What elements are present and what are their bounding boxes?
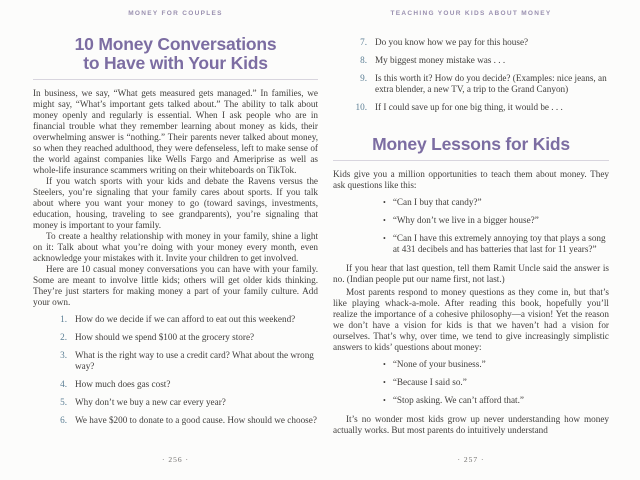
bullet-item <box>383 377 609 388</box>
numbered-list-item <box>353 55 609 66</box>
list-item-number: 7. <box>360 37 367 47</box>
paragraph: In business, we say, “What gets measured gets managed.” In families, we might say, “What’s important gets talked about.” The ability to talk about money openly and regularly is essential. When I ask people who are in financial trouble what they remember learning about money as kids, their overwhelming answer is “nothing.” Their parents never talked about money, so when they reached adulthood, they were defenseless, left to make sense of the world against companies like Wells Fargo and Ameriprise as well as whole-life insurance scammers writing on their whiteboards on TikTok. <box>33 88 318 175</box>
numbered-list-7-10 <box>333 37 609 113</box>
list-item-number: 2. <box>60 332 67 342</box>
page-number-left: · 256 · <box>162 455 189 464</box>
kid-questions-list <box>333 197 609 255</box>
list-item-number: 6. <box>60 415 67 425</box>
numbered-list-item <box>53 415 318 426</box>
paragraph: It’s no wonder most kids grow up never understanding how money actually works. But most parents do intuitively understand <box>333 414 609 435</box>
chapter-title-line1: 10 Money Conversations <box>74 34 277 54</box>
bullet-icon: • <box>383 216 386 225</box>
title-divider-right <box>333 160 609 161</box>
bullet-text: “Why don’t we live in a bigger house?” <box>392 215 539 225</box>
numbered-list-1-6 <box>33 314 318 426</box>
list-item-text: How much does gas cost? <box>75 379 171 389</box>
list-item-text: How do we decide if we can afford to eat out this weekend? <box>75 314 296 324</box>
bullet-item <box>383 215 609 226</box>
left-page <box>33 0 318 480</box>
list-item-text: How should we spend $100 at the grocery store? <box>75 332 255 342</box>
list-item-number: 5. <box>60 397 67 407</box>
numbered-list-item <box>53 332 318 343</box>
list-item-text: If I could save up for one big thing, it would be . . . <box>375 102 563 112</box>
list-item-number: 9. <box>360 73 367 83</box>
bullet-icon: • <box>383 198 386 207</box>
numbered-list-item <box>353 73 609 95</box>
paragraph: Here are 10 casual money conversations you can have with your family. Some are meant to involve little kids; others will get older kids thinking. They’re just starters for making money a part of your family culture. Add your own. <box>33 264 318 307</box>
list-item-number: 10. <box>355 102 367 112</box>
list-item-text: My biggest money mistake was . . . <box>375 55 506 65</box>
bullet-icon: • <box>383 378 386 387</box>
numbered-list-item <box>353 102 609 113</box>
bullet-icon: • <box>383 396 386 405</box>
paragraph: Most parents respond to money questions as they come in, but that’s like playing whack-a-mole. After reading this book, hopefully you’ll realize the importance of a cohesive philosophy—a vision! Yet the reason we don’t have a vision for kids is that we haven’t had a vision for ourselves. That’s why, over time, we tend to give increasingly simplistic answers to kids’ questions about money: <box>333 287 609 352</box>
bullet-text: “Can I have this extremely annoying toy that plays a song at 431 decibels and has batteries that last for 11 years?” <box>392 233 606 254</box>
list-item-text: Do you know how we pay for this house? <box>375 37 529 47</box>
bullet-text: “Because I said so.” <box>392 377 467 387</box>
numbered-list-item <box>353 37 609 48</box>
parent-answers-list <box>333 359 609 406</box>
paragraph: To create a healthy relationship with money in your family, shine a light on it: Talk about what you’re doing with your money every month, even acknowledge your mistakes with it. Invite your children to get involved. <box>33 231 318 263</box>
chapter-title-line2: to Have with Your Kids <box>83 53 268 73</box>
section-title: Money Lessons for Kids <box>372 134 570 154</box>
right-body-intro <box>333 169 609 191</box>
list-item-text: Is this worth it? How do you decide? (Examples: nice jeans, an extra blender, a new TV, a trip to the Grand Canyon) <box>375 73 607 94</box>
chapter-title <box>33 35 318 73</box>
numbered-list-item <box>53 397 318 408</box>
list-item-number: 4. <box>60 379 67 389</box>
paragraph: If you watch sports with your kids and debate the Ravens versus the Steelers, you’re signaling that your family cares about sports. If you talk about where you want your money to go (toward savings, investments, education, housing, traveling to see grandparents), you’re signaling that money is important to your family. <box>33 176 318 230</box>
paragraph: Kids give you a million opportunities to teach them about money. They ask questions like this: <box>333 169 609 190</box>
right-body-closing <box>333 414 609 436</box>
list-item-number: 3. <box>60 350 67 360</box>
bullet-text: “Stop asking. We can’t afford that.” <box>392 395 524 405</box>
bullet-text: “Can I buy that candy?” <box>392 197 482 207</box>
numbered-list-item <box>53 379 318 390</box>
running-head-left: MONEY FOR COUPLES <box>128 10 223 17</box>
bullet-icon: • <box>383 360 386 369</box>
bullet-text: “None of your business.” <box>392 359 486 369</box>
numbered-list-item <box>53 350 318 372</box>
right-page <box>333 0 609 480</box>
right-body-middle <box>333 263 609 353</box>
bullet-item <box>383 395 609 406</box>
bullet-item <box>383 197 609 208</box>
title-divider-left <box>33 79 318 80</box>
list-item-text: Why don’t we buy a new car every year? <box>75 397 226 407</box>
list-item-text: We have $200 to donate to a good cause. How should we choose? <box>75 415 317 425</box>
paragraph: If you hear that last question, tell them Ramit Uncle said the answer is no. (Indian people put our name first, not last.) <box>333 263 609 284</box>
page-number-right: · 257 · <box>457 455 485 464</box>
running-head-right: TEACHING YOUR KIDS ABOUT MONEY <box>390 10 552 17</box>
numbered-list-item <box>53 314 318 325</box>
bullet-item <box>383 233 609 255</box>
list-item-text: What is the right way to use a credit card? What about the wrong way? <box>75 350 314 371</box>
bullet-icon: • <box>383 234 386 243</box>
list-item-number: 1. <box>60 314 67 324</box>
left-body-text <box>33 88 318 308</box>
list-item-number: 8. <box>360 55 367 65</box>
bullet-item <box>383 359 609 370</box>
